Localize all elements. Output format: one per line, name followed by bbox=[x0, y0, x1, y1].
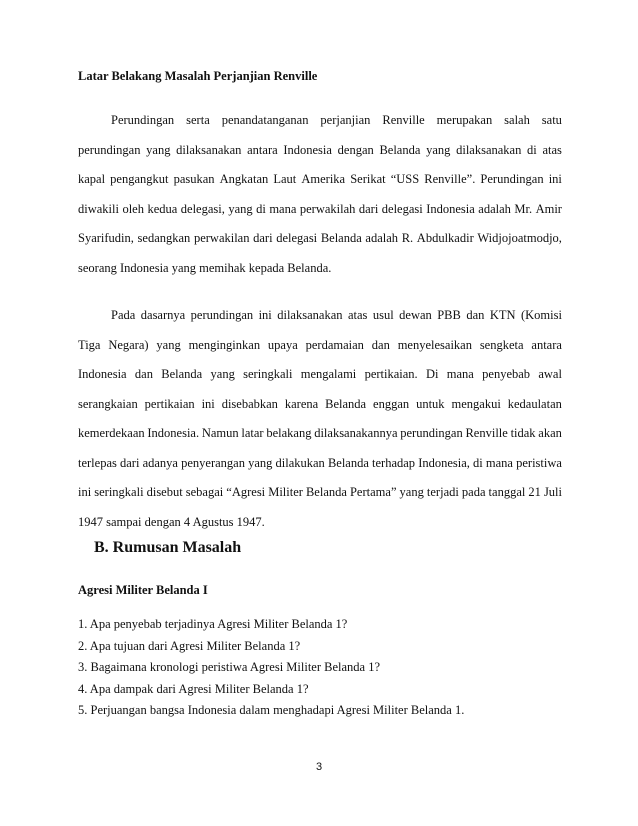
paragraph-line: kapal pengangkut pasukan Angkatan Laut Amerika Serikat “USS Renville”. Perundingan ini bbox=[78, 172, 562, 186]
list-item: 4. Apa dampak dari Agresi Militer Belanda 1? bbox=[78, 681, 309, 696]
subheading-agresi-militer: Agresi Militer Belanda I bbox=[78, 583, 208, 597]
list-item: 1. Apa penyebab terjadinya Agresi Militer Belanda 1? bbox=[78, 617, 348, 631]
paragraph-line: Perundingan serta penandatanganan perjanjian Renville merupakan salah satu bbox=[111, 113, 562, 127]
paragraph-line: terlepas dari adanya penyerangan yang dilakukan Belanda terhadap Indonesia, di mana peristiwa bbox=[78, 455, 562, 470]
paragraph-line: 1947 sampai dengan 4 Agustus 1947. bbox=[78, 514, 265, 529]
list-item: 3. Bagaimana kronologi peristiwa Agresi Militer Belanda 1? bbox=[78, 660, 381, 674]
list-item: 2. Apa tujuan dari Agresi Militer Belanda 1? bbox=[78, 638, 301, 653]
section-heading-rumusan-masalah: B. Rumusan Masalah bbox=[94, 539, 242, 556]
paragraph-dasar-perundingan bbox=[78, 301, 562, 537]
paragraph-line: ini seringkali disebut sebagai “Agresi Militer Belanda Pertama” yang terjadi pada tanggal 21 Juli bbox=[78, 485, 562, 499]
paragraph-line: Pada dasarnya perundingan ini dilaksanakan atas usul dewan PBB dan KTN (Komisi bbox=[111, 308, 562, 322]
paragraph-line: perundingan yang dilaksanakan antara Indonesia dengan Belanda yang dilaksanakan di atas bbox=[78, 142, 562, 157]
page-number: 3 bbox=[315, 761, 323, 773]
paragraph-line: Tiga Negara) yang menginginkan upaya perdamaian dan menyelesaikan sengketa antara bbox=[78, 337, 562, 352]
subheading-latar-belakang: Latar Belakang Masalah Perjanjian Renville bbox=[78, 69, 318, 83]
paragraph-line: kemerdekaan Indonesia. Namun latar belakang dilaksanakannya perundingan Renville tidak akan bbox=[78, 426, 562, 440]
question-list bbox=[78, 614, 464, 722]
paragraph-line: Indonesia dan Belanda yang seringkali mengalami pertikaian. Di mana penyebab awal bbox=[78, 367, 562, 381]
paragraph-line: serangkaian pertikaian ini disebabkan karena Belanda enggan untuk mengakui kedaulatan bbox=[78, 396, 562, 411]
paragraph-line: seorang Indonesia yang memihak kepada Belanda. bbox=[78, 260, 332, 275]
paragraph-latar-belakang bbox=[78, 106, 562, 283]
list-item: 5. Perjuangan bangsa Indonesia dalam menghadapi Agresi Militer Belanda 1. bbox=[78, 703, 465, 717]
paragraph-line: Syarifudin, sedangkan perwakilan dari delegasi Belanda adalah R. Abdulkadir Widjojoatmodjo, bbox=[78, 231, 562, 245]
paragraph-line: diwakili oleh kedua delegasi, yang di mana perwakilah dari delegasi Indonesia adalah Mr. Amir bbox=[78, 201, 562, 216]
